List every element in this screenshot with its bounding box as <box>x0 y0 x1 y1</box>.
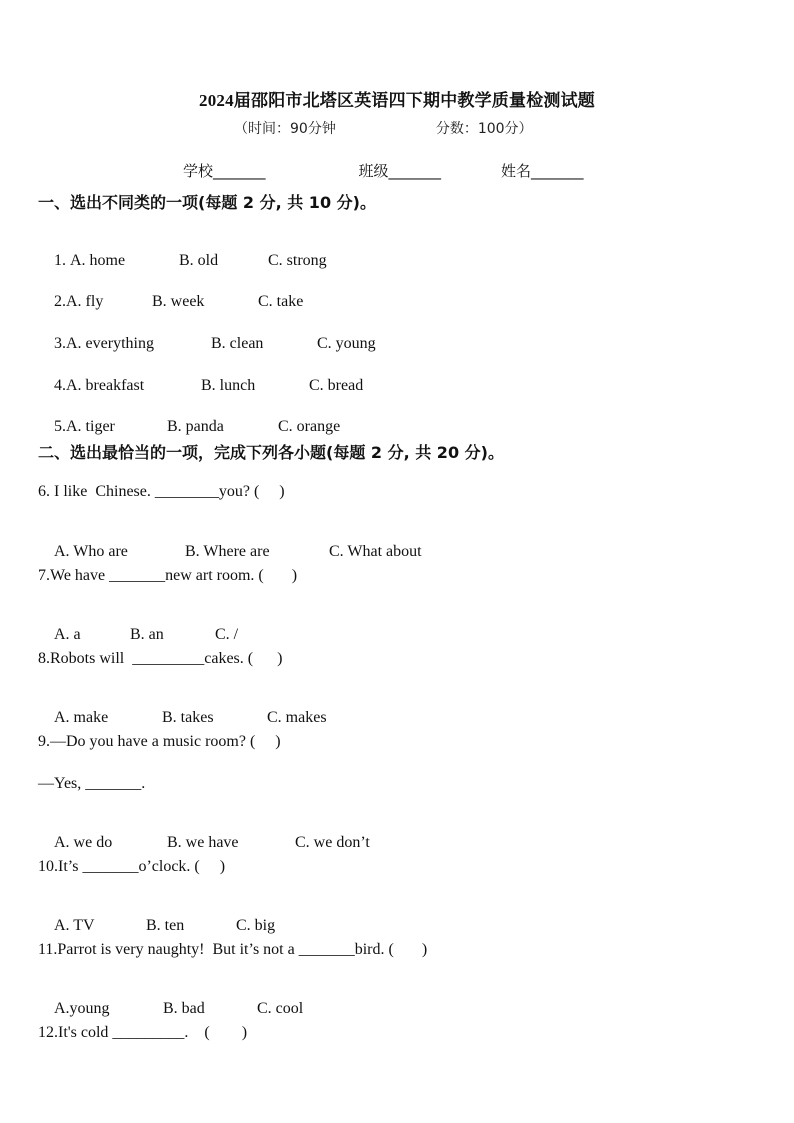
option-a[interactable]: A. a <box>54 626 81 643</box>
exam-score: 分数：100分） <box>435 121 533 137</box>
question-number: 4. <box>54 377 66 394</box>
option-c[interactable]: C. / <box>215 626 239 643</box>
option-c[interactable]: C. orange <box>278 418 341 435</box>
option-a[interactable]: A. Who are <box>54 543 128 560</box>
question-9: 9.—Do you have a music room? ( ) <box>38 733 281 750</box>
exam-meta <box>234 118 533 138</box>
question-number: 2. <box>54 293 66 310</box>
option-a[interactable]: A. tiger <box>66 418 115 435</box>
question-8: 8.Robots will _________cakes. ( ) <box>38 650 283 667</box>
question-7: 7.We have _______new art room. ( ) <box>38 567 298 584</box>
question-11: 11.Parrot is very naughty! But it’s not a _______bird. ( ) <box>38 941 428 958</box>
option-b[interactable]: B. an <box>130 626 164 643</box>
option-a[interactable]: A. breakfast <box>66 377 145 394</box>
question-9-reply: —Yes, _______. <box>38 775 146 792</box>
option-b[interactable]: B. week <box>152 293 205 310</box>
option-b[interactable]: B. we have <box>167 834 239 851</box>
option-c[interactable]: C. we don’t <box>295 834 370 851</box>
option-a[interactable]: A.young <box>54 1000 110 1017</box>
option-c[interactable]: C. What about <box>329 543 422 560</box>
question-number: 1. <box>54 252 70 269</box>
question-number: 3. <box>54 335 66 352</box>
page-title: 2024届邵阳市北塔区英语四下期中教学质量检测试题 <box>199 91 595 110</box>
option-c[interactable]: C. strong <box>268 252 327 269</box>
option-b[interactable]: B. bad <box>163 1000 205 1017</box>
option-b[interactable]: B. panda <box>167 418 224 435</box>
class-field[interactable]: 班级_______ <box>358 162 442 180</box>
question-number: 5. <box>54 418 66 435</box>
option-b[interactable]: B. Where are <box>185 543 270 560</box>
student-info <box>183 160 584 181</box>
option-c[interactable]: C. big <box>236 917 276 934</box>
option-a[interactable]: A. home <box>70 252 126 269</box>
section-1-heading: 一、选出不同类的一项(每题 2 分, 共 10 分)。 <box>38 193 376 212</box>
option-b[interactable]: B. clean <box>211 335 264 352</box>
option-c[interactable]: C. makes <box>267 709 327 726</box>
option-c[interactable]: C. young <box>317 335 376 352</box>
option-a[interactable]: A. make <box>54 709 109 726</box>
option-b[interactable]: B. lunch <box>201 377 256 394</box>
option-c[interactable]: C. cool <box>257 1000 304 1017</box>
option-b[interactable]: B. takes <box>162 709 214 726</box>
option-a[interactable]: A. TV <box>54 917 95 934</box>
question-6: 6. I like Chinese. ________you? ( ) <box>38 483 285 500</box>
option-c[interactable]: C. bread <box>309 377 364 394</box>
option-a[interactable]: A. we do <box>54 834 113 851</box>
section-2-heading: 二、选出最恰当的一项，完成下列各小题(每题 2 分, 共 20 分)。 <box>38 443 504 462</box>
option-b[interactable]: B. ten <box>146 917 185 934</box>
option-b[interactable]: B. old <box>179 252 219 269</box>
option-a[interactable]: A. everything <box>66 335 154 352</box>
option-a[interactable]: A. fly <box>66 293 104 310</box>
question-12: 12.It's cold _________. ( ) <box>38 1024 248 1041</box>
exam-time: （时间：90分钟 <box>234 121 336 137</box>
option-c[interactable]: C. take <box>258 293 304 310</box>
question-10: 10.It’s _______o’clock. ( ) <box>38 858 226 875</box>
school-field[interactable]: 学校_______ <box>183 162 266 180</box>
name-field[interactable]: 姓名_______ <box>501 162 584 180</box>
